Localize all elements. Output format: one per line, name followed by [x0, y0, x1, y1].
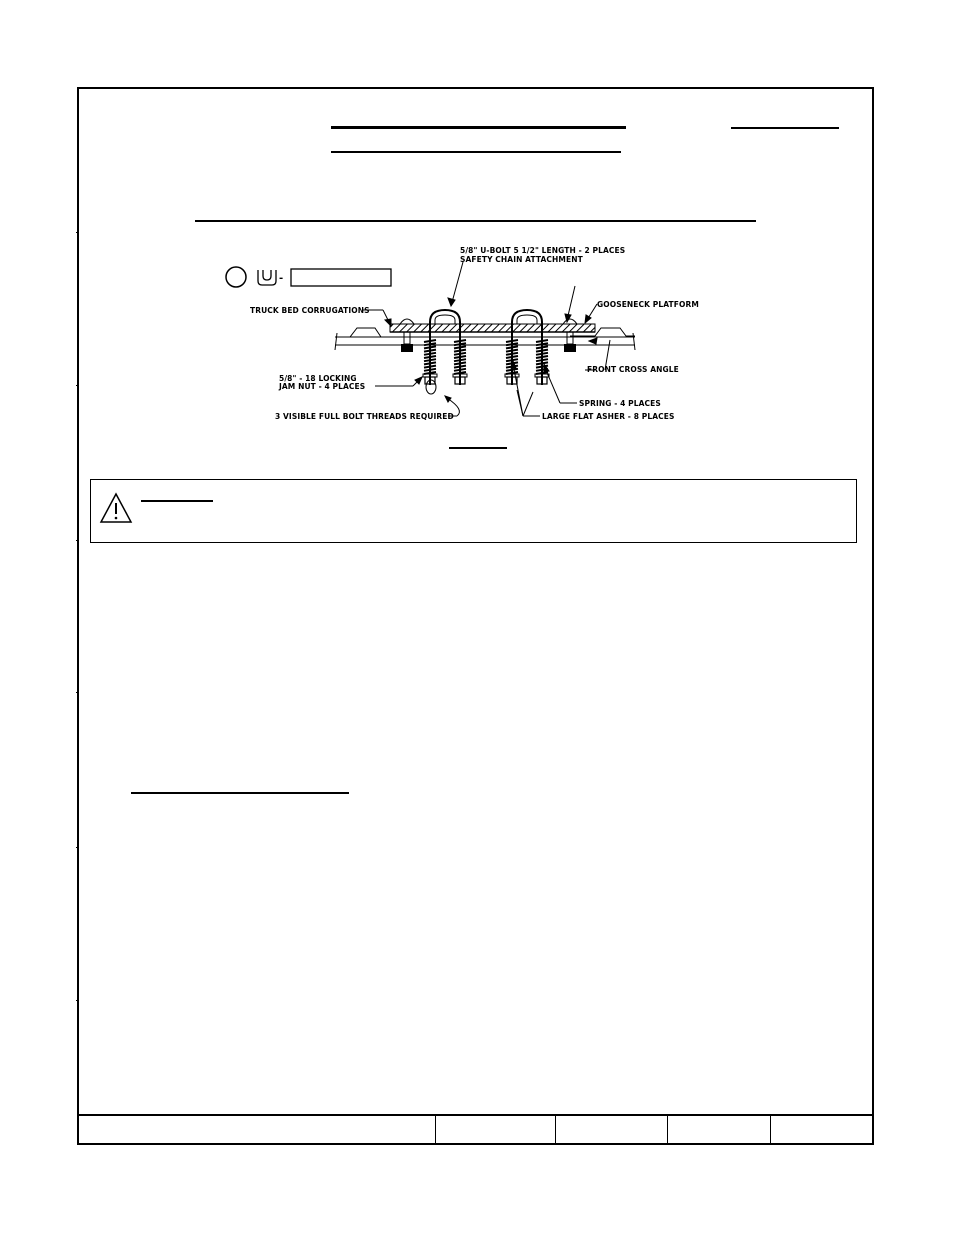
footer-cell-5	[771, 1116, 872, 1143]
warning-box	[90, 479, 857, 543]
truck-bed-label: TRUCK BED CORRUGATIONS	[250, 306, 370, 315]
u-bolt-symbol-icon	[258, 270, 276, 285]
gooseneck-plate	[390, 324, 595, 332]
callout-dash: -	[279, 273, 284, 284]
front-cross-label: FRONT CROSS ANGLE	[587, 365, 679, 374]
margin-tick	[76, 540, 79, 541]
safety-chain-label: SAFETY CHAIN ATTACHMENT	[460, 255, 583, 264]
mounting-diagram	[215, 240, 715, 455]
jam-nut-label-1: 5/8" - 18 LOCKING	[279, 374, 357, 383]
footer-cell-3	[556, 1116, 668, 1143]
title-line-2	[331, 151, 621, 153]
margin-tick	[76, 385, 79, 386]
part-number-box	[291, 269, 391, 286]
spring-label: SPRING - 4 PLACES	[579, 399, 661, 408]
footer-cell-1	[79, 1116, 436, 1143]
subheading-line	[131, 792, 349, 794]
item-callout-circle	[226, 267, 246, 287]
footer-cell-2	[436, 1116, 556, 1143]
threads-label: 3 VISIBLE FULL BOLT THREADS REQUIRED	[275, 412, 454, 421]
warning-heading-line	[141, 500, 213, 502]
margin-tick	[76, 692, 79, 693]
section-heading-line	[195, 220, 756, 222]
gooseneck-label: GOOSENECK PLATFORM	[597, 300, 699, 309]
title-line-1	[331, 126, 626, 129]
margin-tick	[76, 1000, 79, 1001]
jam-nut-label-2: JAM NUT - 4 PLACES	[279, 382, 366, 391]
margin-tick	[76, 232, 79, 233]
footer-cell-4	[668, 1116, 771, 1143]
page-number-line	[731, 127, 839, 129]
warning-triangle-icon	[99, 492, 133, 524]
margin-tick	[76, 847, 79, 848]
footer-table	[79, 1114, 872, 1143]
ubolt-label: 5/8" U-BOLT 5 1/2" LENGTH - 2 PLACES	[460, 246, 626, 255]
truck-bed-outline	[335, 328, 395, 337]
washer-label: LARGE FLAT ASHER - 8 PLACES	[542, 412, 675, 421]
